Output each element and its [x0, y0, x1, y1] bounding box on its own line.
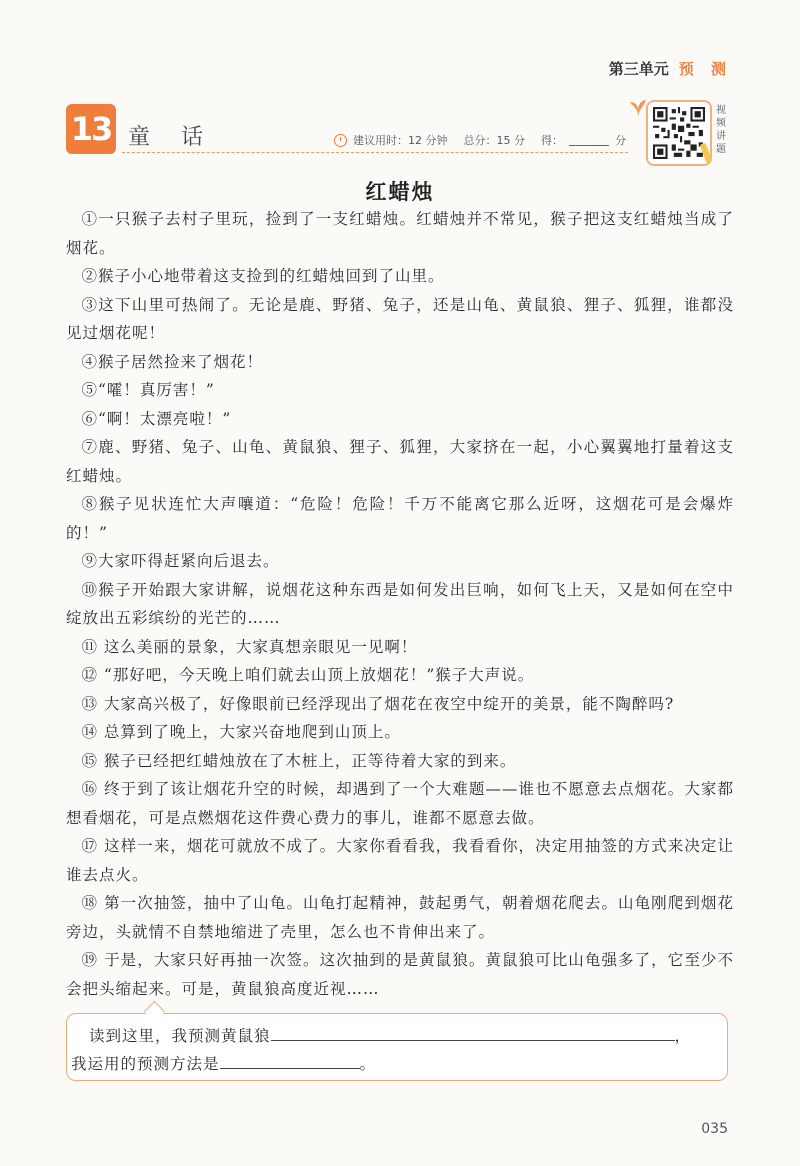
answer-suffix-2: 。: [359, 1055, 377, 1073]
earned-score-blank[interactable]: [569, 135, 609, 146]
article-paragraph: ⑧猴子见状连忙大声嚷道：“危险！危险！千万不能离它那么近呀，这烟花可是会爆炸的！”: [66, 495, 734, 542]
answer-box: [66, 1013, 728, 1081]
answer-box-notch: [144, 1001, 165, 1022]
answer-blank-2[interactable]: [220, 1052, 360, 1069]
lesson-type: 童 话: [128, 125, 215, 150]
answer-prompt-2: 我运用的预测方法是: [71, 1055, 220, 1073]
section-label: 预 测: [678, 60, 732, 78]
article-paragraph: ②猴子小心地带着这支捡到的红蜡烛回到了山里。: [81, 267, 445, 285]
page-number: 035: [701, 1121, 728, 1137]
lesson-meta: [334, 132, 626, 148]
answer-line-1: [89, 1024, 691, 1046]
total-score: 总分：15 分: [463, 134, 525, 147]
article-paragraph: ⑫ “那好吧，今天晚上咱们就去山顶上放烟花！”猴子大声说。: [81, 666, 535, 684]
article-paragraph: ①一只猴子去村子里玩，捡到了一支红蜡烛。红蜡烛并不常见，猴子把这支红蜡烛当成了烟花。: [66, 210, 734, 257]
article-paragraph: ⑩猴子开始跟大家讲解，说烟花这种东西是如何发出巨响，如何飞上天，又是如何在空中绽放出五彩缤纷的光芒的……: [66, 580, 734, 627]
article-paragraph: ⑥“啊！太漂亮啦！”: [81, 409, 232, 428]
qr-code[interactable]: [646, 100, 712, 166]
time-suggestion: 建议用时：12 分钟: [353, 134, 448, 147]
article-paragraph: ⑯ 终于到了该让烟花升空的时候，却遇到了一个大难题——谁也不愿意去点烟花。大家都想看烟花，可是点燃烟花这件费心费力的事儿，谁都不愿意去做。: [66, 780, 734, 827]
article-body: [66, 205, 734, 1003]
answer-line-2: [71, 1052, 376, 1074]
clock-icon: [334, 134, 347, 147]
article-paragraph: ⑮ 猴子已经把红蜡烛放在了木桩上，正等待着大家的到来。: [81, 751, 517, 770]
article-title: 红蜡烛: [365, 180, 435, 204]
header-divider: [122, 152, 628, 153]
article-paragraph: ⑨大家吓得赶紧向后退去。: [81, 552, 280, 570]
article-paragraph: ⑱ 第一次抽签，抽中了山龟。山龟打起精神，鼓起勇气，朝着烟花爬去。山龟刚爬到烟花旁边，头就情不自禁地缩进了壳里，怎么也不肯伸出来了。: [66, 894, 734, 941]
article-paragraph: ⑭ 总算到了晚上，大家兴奋地爬到山顶上。: [81, 723, 401, 741]
qr-code-icon: [653, 107, 705, 159]
leaf-icon: [628, 98, 648, 116]
qr-label: 视频讲题: [716, 105, 726, 155]
article-paragraph: ⑤“嚯！真厉害！”: [81, 381, 215, 399]
article-paragraph: ⑰ 这样一来，烟花可就放不成了。大家你看看我，我看看你，决定用抽签的方式来决定让谁去点火。: [66, 837, 734, 884]
article-paragraph: ④猴子居然捡来了烟花！: [81, 352, 264, 371]
article-paragraph: ⑦鹿、野猪、兔子、山龟、黄鼠狼、狸子、狐狸，大家挤在一起，小心翼翼地打量着这支红蜡烛。: [66, 438, 734, 485]
unit-header: [609, 58, 732, 79]
earned-score-unit: 分: [615, 134, 626, 147]
answer-prompt-1: 读到这里，我预测黄鼠狼: [89, 1027, 271, 1045]
answer-blank-1[interactable]: [271, 1024, 675, 1041]
article-paragraph: ⑪ 这么美丽的景象，大家真想亲眼见一见啊！: [81, 637, 418, 656]
article-paragraph: ③这下山里可热闹了。无论是鹿、野猪、兔子，还是山龟、黄鼠狼、狸子、狐狸，谁都没见过烟花呢！: [66, 295, 734, 342]
article-paragraph: ⑬ 大家高兴极了，好像眼前已经浮现出了烟花在夜空中绽开的美景，能不陶醉吗?: [81, 694, 675, 713]
answer-suffix-1: ，: [674, 1027, 692, 1045]
lesson-number-badge: 13: [66, 104, 116, 154]
unit-label: 第三单元: [608, 60, 669, 78]
earned-score-label: 得：: [541, 134, 563, 147]
article-paragraph: ⑲ 于是，大家只好再抽一次签。这次抽到的是黄鼠狼。黄鼠狼可比山龟强多了，它至少不会把头缩起来。可是，黄鼠狼高度近视……: [66, 951, 734, 998]
